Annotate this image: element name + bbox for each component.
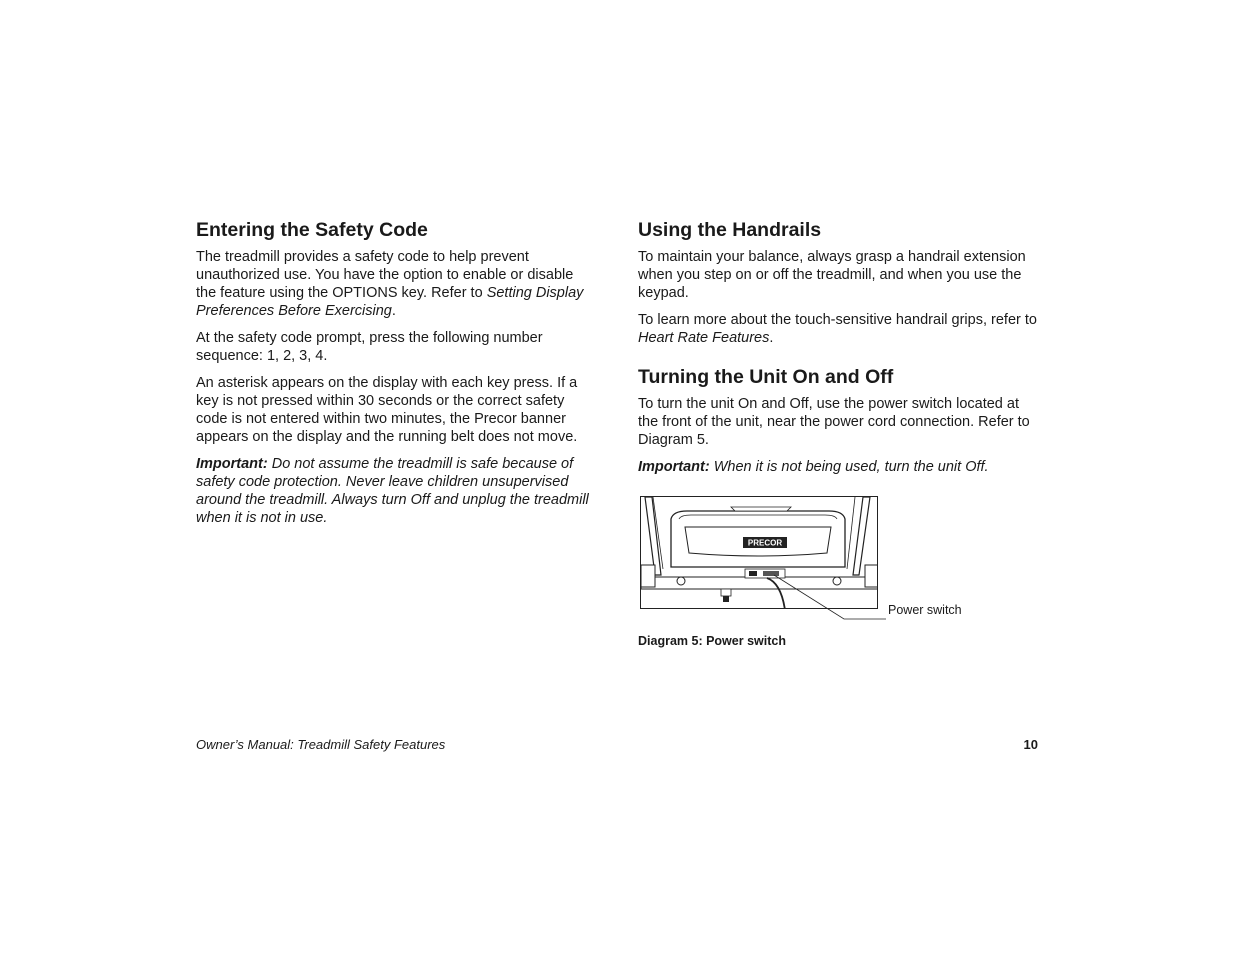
- cross-reference-heart-rate: Heart Rate Features: [638, 330, 770, 346]
- handrails-paragraph-1: To maintain your balance, always grasp a handrail extension when you step on or off the treadmill, and when you use the keypad.: [638, 249, 1026, 301]
- safety-code-paragraph-3: An asterisk appears on the display with each key press. If a key is not pressed within 30 seconds or the correct safety code is not entered within two minutes, the Precor banner appears on the display and the running belt does not move.: [196, 375, 578, 445]
- footer-title: Owner’s Manual: Treadmill Safety Features: [196, 737, 446, 752]
- heading-handrails: Using the Handrails: [638, 219, 822, 241]
- safety-code-paragraph-1: The treadmill provides a safety code to help prevent unauthorized use. You have the option to enable or disable the feature using the OPTIONS key. Refer to Setting Display Preferences Before Exercising.: [196, 249, 584, 319]
- safety-code-paragraph-2: At the safety code prompt, press the following number sequence: 1, 2, 3, 4.: [196, 330, 543, 364]
- power-switch-diagram: [638, 496, 1038, 626]
- diagram-caption: Diagram 5: Power switch: [638, 634, 786, 648]
- handrails-paragraph-2: To learn more about the touch-sensitive handrail grips, refer to Heart Rate Features.: [638, 312, 1037, 346]
- heading-safety-code: Entering the Safety Code: [196, 219, 428, 241]
- safety-code-important-note: Important: Do not assume the treadmill is safe because of safety code protection. Never leave children unsupervised around the treadmill. Always turn Off and unplug the treadmill when it is not in use.: [196, 456, 589, 526]
- precor-brand-mark: PRECOR: [747, 538, 783, 548]
- callout-power-switch: Power switch: [888, 603, 962, 617]
- important-label: Important:: [196, 456, 268, 472]
- turning-paragraph-1: To turn the unit On and Off, use the power switch located at the front of the unit, near the power cord connection. Refer to Diagram 5.: [638, 396, 1030, 448]
- cross-reference-display-preferences: Setting Display Preferences Before Exercising: [196, 285, 584, 319]
- page-number: 10: [1023, 737, 1038, 752]
- left-column: [196, 218, 596, 536]
- heading-turning-unit: Turning the Unit On and Off: [638, 366, 894, 388]
- callout-leader-line: [638, 496, 898, 626]
- turning-important-note: Important: When it is not being used, turn the unit Off.: [638, 459, 989, 475]
- right-column: [638, 218, 1038, 648]
- important-label: Important:: [638, 459, 710, 475]
